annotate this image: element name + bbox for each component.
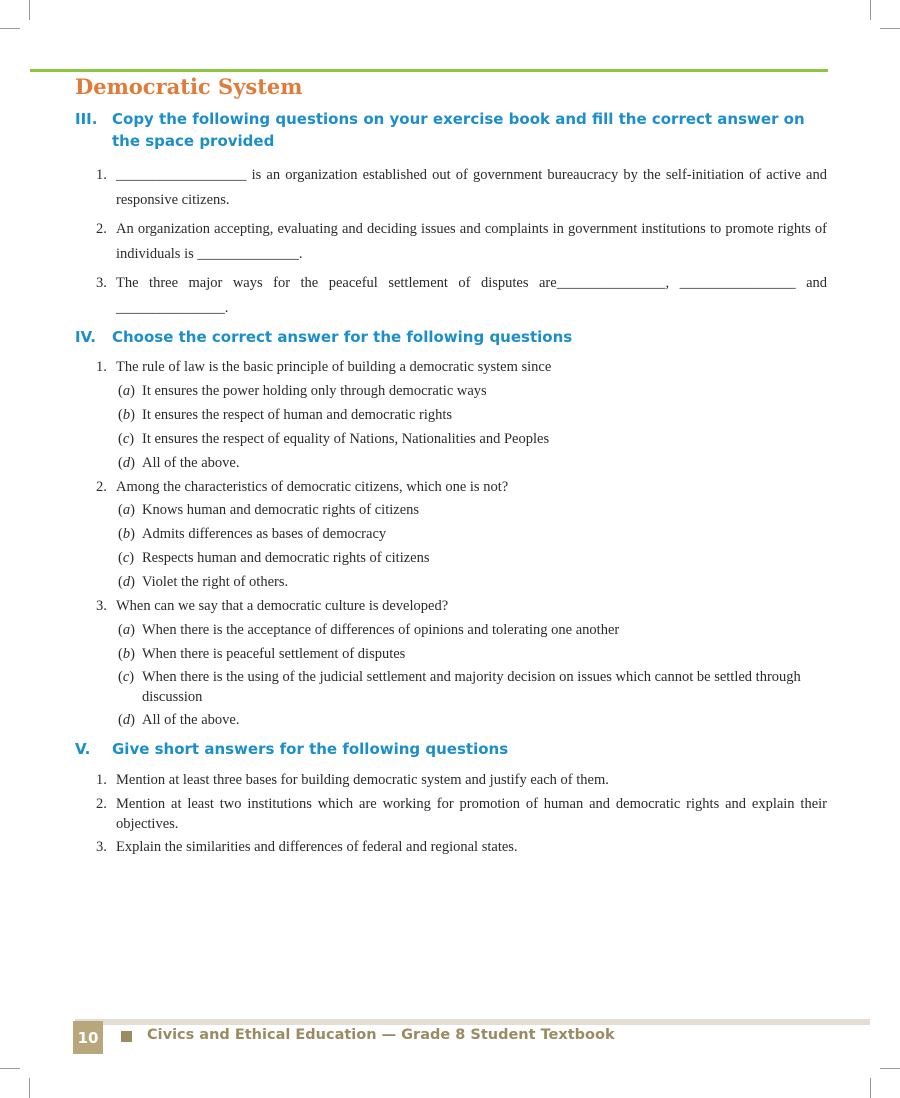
question-number: 1.: [96, 772, 107, 788]
option-letter: (a): [118, 622, 135, 638]
answer-option: [118, 429, 827, 449]
answer-option: [118, 381, 827, 401]
option-text: Admits differences as bases of democracy: [142, 526, 387, 542]
footer-bar: [75, 1019, 870, 1025]
section-heading-text: Give short answers for the following questions: [112, 740, 509, 758]
answer-option: [118, 453, 827, 473]
option-text: Violet the right of others.: [142, 574, 289, 590]
answer-option: [118, 710, 827, 730]
option-text: When there is the using of the judicial settlement and majority decision on issues which cannot be settled through discussion: [142, 669, 801, 705]
page-title: Democratic System: [75, 74, 303, 99]
option-text: Respects human and democratic rights of citizens: [142, 550, 430, 566]
question-item: [96, 163, 827, 213]
option-letter: (a): [118, 502, 135, 518]
crop-mark: [29, 0, 30, 20]
question-text: The three major ways for the peaceful settlement of disputes are_______________, ________________ and _______________.: [116, 275, 827, 316]
footer-book-title: Civics and Ethical Education — Grade 8 Student Textbook: [147, 1027, 615, 1043]
option-letter: (d): [118, 712, 135, 728]
question-item: [96, 217, 827, 267]
section-heading-text: Choose the correct answer for the following questions: [112, 328, 573, 346]
page-number: 10: [73, 1021, 103, 1054]
section-numeral: III.: [75, 110, 98, 128]
crop-mark: [880, 1068, 900, 1069]
crop-mark: [870, 0, 871, 20]
section-numeral: V.: [75, 740, 91, 758]
section-numeral: IV.: [75, 328, 96, 346]
section-heading-text: Copy the following questions on your exercise book and fill the correct answer on the space provided: [112, 110, 805, 150]
question-item: [96, 794, 827, 834]
answer-option: [118, 620, 827, 640]
answer-option: [118, 644, 827, 664]
answer-option: [118, 667, 827, 707]
crop-mark: [870, 1078, 871, 1098]
question-item: [96, 477, 827, 497]
option-letter: (b): [118, 407, 135, 423]
option-letter: (c): [118, 669, 135, 685]
question-number: 3.: [96, 275, 107, 291]
question-number: 1.: [96, 359, 107, 375]
crop-mark: [29, 1078, 30, 1098]
option-letter: (d): [118, 574, 135, 590]
crop-mark: [0, 28, 20, 29]
option-letter: (b): [118, 526, 135, 542]
option-text: Knows human and democratic rights of citizens: [142, 502, 420, 518]
question-number: 2.: [96, 796, 107, 812]
question-number: 3.: [96, 839, 107, 855]
section-heading-iv: [75, 326, 827, 348]
header-rule: [30, 69, 828, 72]
option-letter: (c): [118, 431, 135, 447]
section-heading-v: [75, 738, 827, 760]
question-text: Mention at least two institutions which are working for promotion of human and democratic rights and explain their objectives.: [116, 796, 827, 832]
option-letter: (a): [118, 383, 135, 399]
question-text: Mention at least three bases for building democratic system and justify each of them.: [116, 772, 609, 788]
question-item: [96, 837, 827, 857]
option-text: It ensures the respect of human and democratic rights: [142, 407, 453, 423]
option-letter: (c): [118, 550, 135, 566]
option-text: When there is peaceful settlement of disputes: [142, 646, 406, 662]
crop-mark: [880, 28, 900, 29]
option-text: It ensures the respect of equality of Nations, Nationalities and Peoples: [142, 431, 550, 447]
answer-option: [118, 572, 827, 592]
question-number: 1.: [96, 167, 107, 183]
question-number: 2.: [96, 221, 107, 237]
question-number: 3.: [96, 598, 107, 614]
answer-option: [118, 405, 827, 425]
option-text: All of the above.: [142, 712, 240, 728]
question-item: [96, 357, 827, 377]
section-heading-iii: [75, 108, 827, 152]
option-letter: (b): [118, 646, 135, 662]
answer-option: [118, 500, 827, 520]
question-text: __________________ is an organization established out of government bureaucracy by the self-initiation of active and responsive citizens.: [116, 167, 827, 208]
footer-bullet-icon: [121, 1031, 132, 1042]
question-text: Explain the similarities and differences of federal and regional states.: [116, 839, 518, 855]
question-text: The rule of law is the basic principle of building a democratic system since: [116, 359, 552, 375]
option-letter: (d): [118, 455, 135, 471]
crop-mark: [0, 1068, 20, 1069]
answer-option: [118, 524, 827, 544]
option-text: It ensures the power holding only through democratic ways: [142, 383, 487, 399]
option-text: All of the above.: [142, 455, 240, 471]
answer-option: [118, 548, 827, 568]
question-item: [96, 271, 827, 321]
option-text: When there is the acceptance of differences of opinions and tolerating one another: [142, 622, 620, 638]
question-item: [96, 596, 827, 616]
question-item: [96, 770, 827, 790]
question-text: When can we say that a democratic culture is developed?: [116, 598, 449, 614]
question-text: An organization accepting, evaluating and deciding issues and complaints in government institutions to promote rights of individuals is ______________.: [116, 221, 827, 262]
question-text: Among the characteristics of democratic citizens, which one is not?: [116, 479, 509, 495]
question-number: 2.: [96, 479, 107, 495]
